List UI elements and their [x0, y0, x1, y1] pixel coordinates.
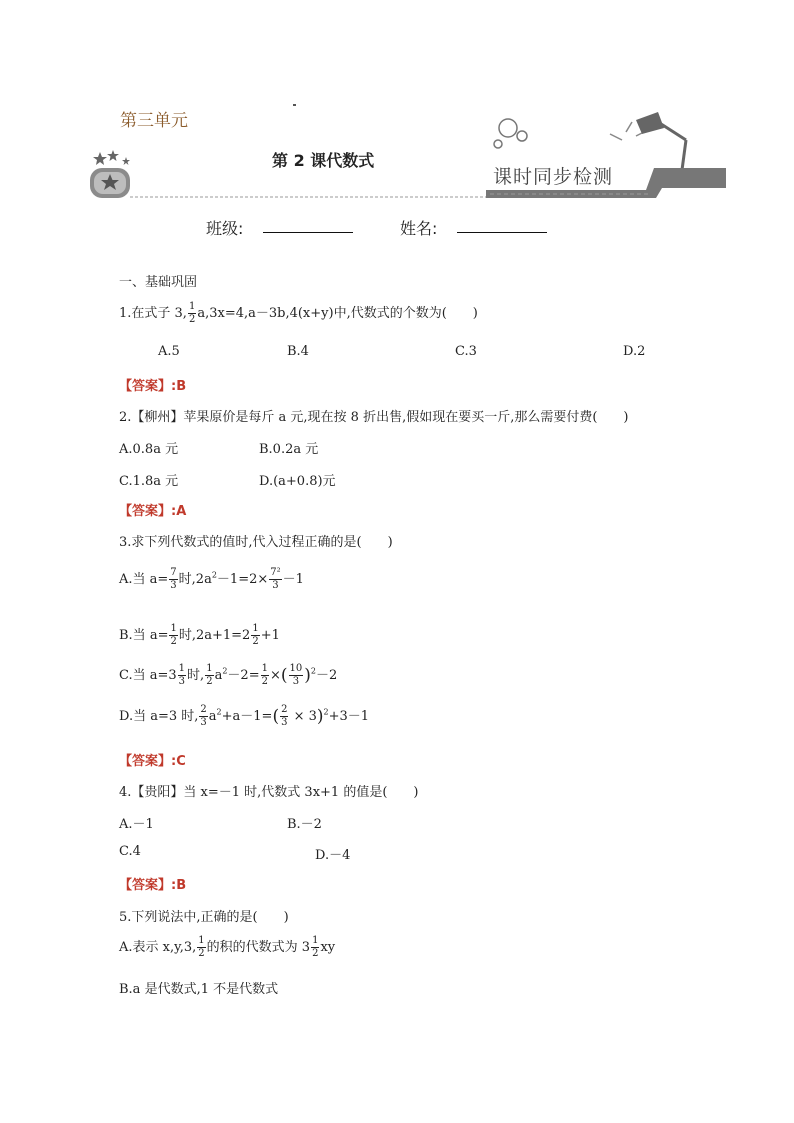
q2-answer: 【答案】:A: [119, 504, 187, 519]
brand-underline: [490, 190, 650, 198]
question-4: 4.【贵阳】当 x=－1 时,代数式 3x+1 的值是( ): [119, 785, 419, 800]
q3-option-d: D.当 a=3 时, $\frac{2}{3}$ $a^2+a-1=$( $\frac{2}{3}$ × 3)$^2$+3－1: [119, 704, 370, 728]
lesson-title: 第 2 课代数式: [272, 151, 375, 170]
decorative-dot: [293, 104, 296, 106]
fraction: $\frac{1}{2}$: [188, 301, 196, 325]
question-5: 5.下列说法中,正确的是( ): [119, 910, 289, 925]
q3-option-a: A.当 a= $\frac{7}{3}$ 时$,2a^2-1=2\times$ $\frac{\text{7²}}{3}$ －1: [119, 567, 304, 591]
question-1: 1.在式子 3, $\frac{1}{2}$ a,3x=4,a－3b,4(x+y)中,代数式的个数为( ): [119, 301, 478, 325]
q1-option-d: D.2: [623, 344, 646, 359]
q4-option-d: D.－4: [315, 848, 351, 863]
unit-label: 第三单元: [120, 111, 188, 131]
q1-answer: 【答案】:B: [119, 379, 187, 394]
name-input-line[interactable]: [457, 232, 547, 233]
q1-option-c: C.3: [455, 344, 477, 359]
q2-option-a: A.0.8a 元: [119, 442, 179, 457]
q4-option-b: B.－2: [287, 817, 322, 832]
q2-option-c: C.1.8a 元: [119, 474, 179, 489]
section-heading: 一、基础巩固: [119, 275, 198, 290]
class-label: 班级:: [206, 219, 244, 238]
question-2: 2.【柳州】苹果原价是每斤 a 元,现在按 8 折出售,假如现在要买一斤,那么需要付费( ): [119, 410, 629, 425]
q5-option-b: B.a 是代数式,1 不是代数式: [119, 982, 279, 997]
q4-option-a: A.－1: [119, 817, 154, 832]
q3-answer: 【答案】:C: [119, 754, 186, 769]
brand-text: 课时同步检测: [493, 166, 614, 188]
q1-option-b: B.4: [287, 344, 309, 359]
name-label: 姓名:: [400, 219, 438, 238]
q1-option-a: A.5: [158, 344, 180, 359]
class-input-line[interactable]: [263, 232, 353, 233]
q3-option-b: B.当 a= $\frac{1}{2}$ 时,2a+1=2 $\frac{1}{2}$ +1: [119, 623, 280, 647]
q2-option-d: D.(a+0.8)元: [259, 474, 336, 489]
question-3: 3.求下列代数式的值时,代入过程正确的是( ): [119, 535, 393, 550]
q4-answer: 【答案】:B: [119, 878, 187, 893]
q4-option-c: C.4: [119, 844, 141, 859]
q3-option-c: C.当 a=3 $\frac{1}{3}$ 时, $\frac{1}{2}$ $a^2-2=$ $\frac{1}{2}$ ×( $\frac{10}{3}$ )$^2$－2: [119, 663, 338, 687]
header-divider: [130, 194, 500, 200]
q5-option-a: A.表示 x,y,3, $\frac{1}{2}$ 的积的代数式为 3 $\frac{1}{2}$ xy: [119, 935, 336, 959]
q2-option-b: B.0.2a 元: [259, 442, 319, 457]
